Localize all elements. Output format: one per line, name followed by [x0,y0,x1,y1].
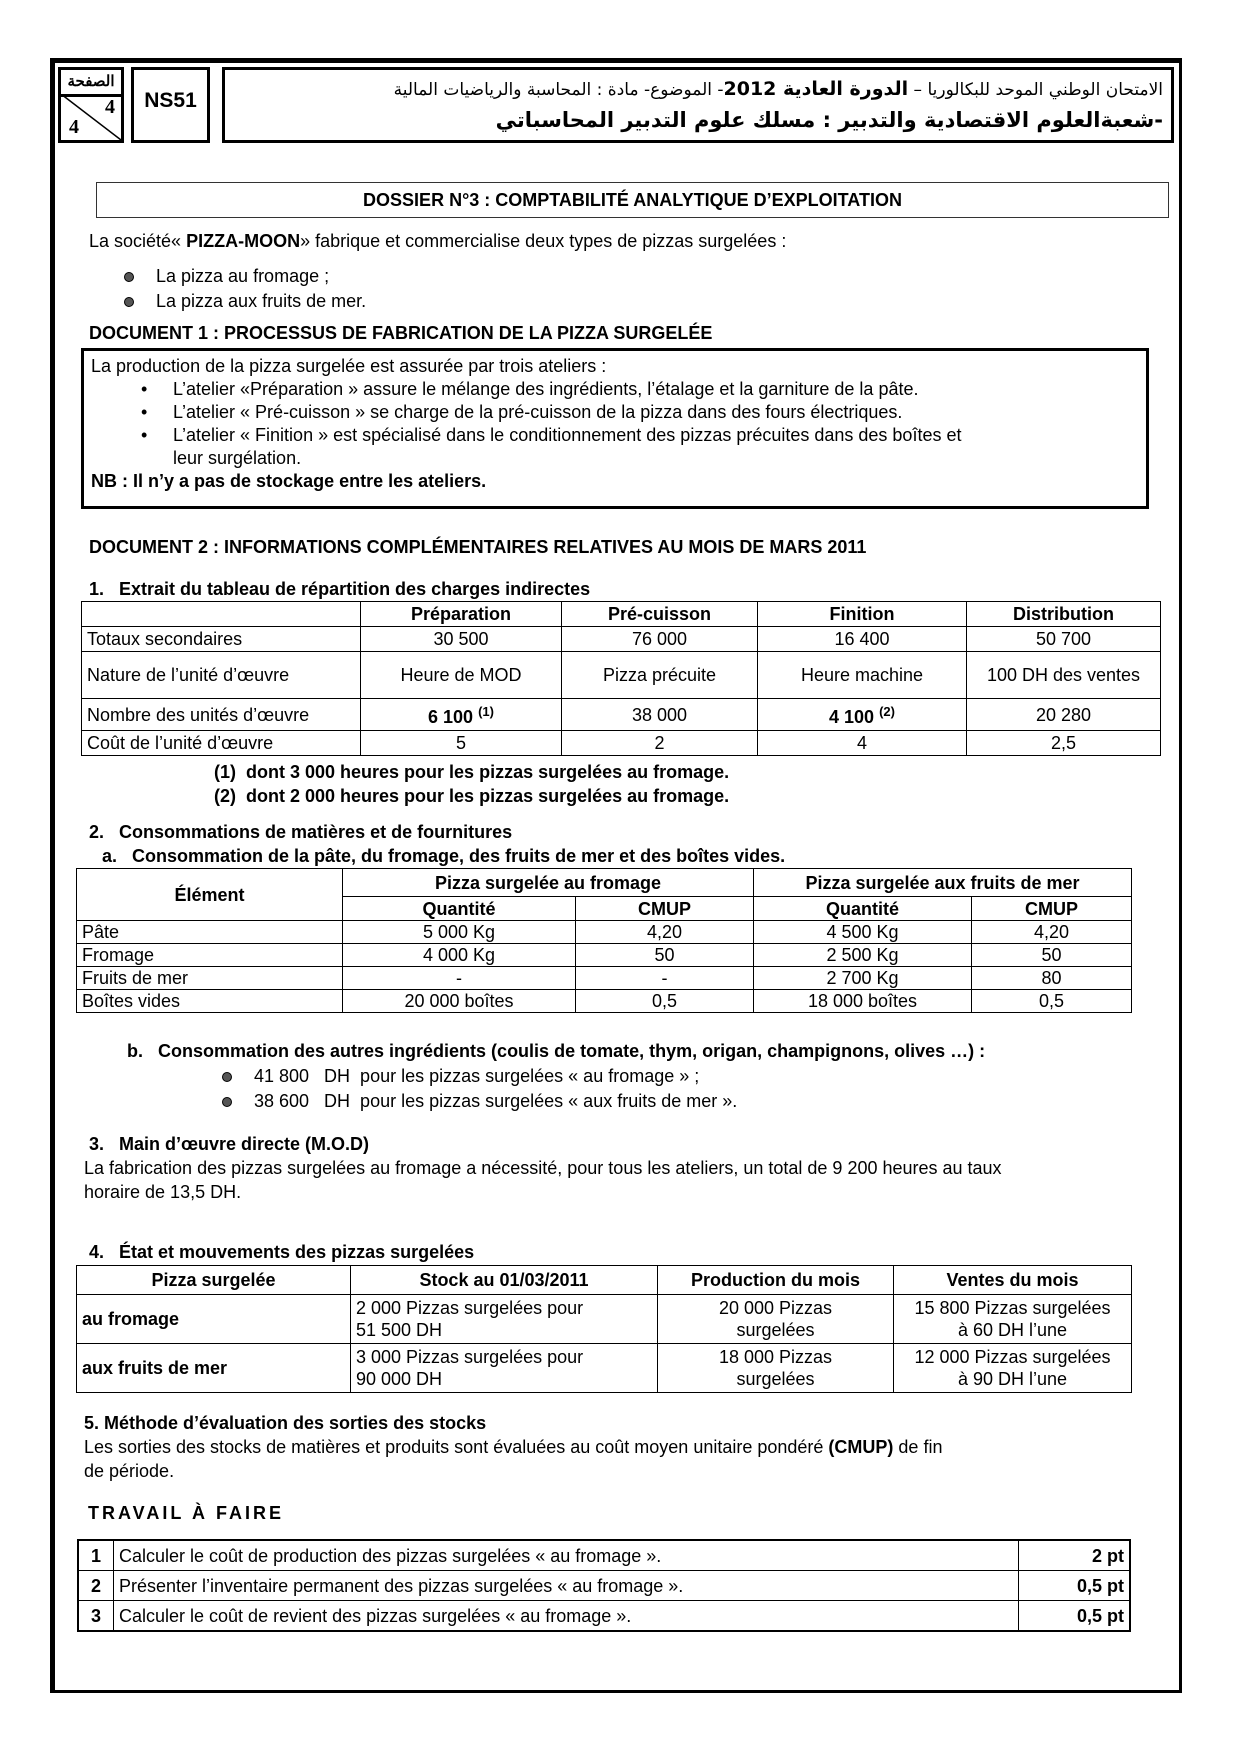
materials-table [76,868,1132,1013]
row-label: Fruits de mer [77,967,343,990]
section5-title: 5. Méthode d’évaluation des sorties des stocks [84,1413,487,1433]
ingredient-item [222,1065,699,1087]
table-header-cell: Finition [758,602,967,627]
table-cell: 18 000 boîtes [754,990,972,1013]
document1-nb: NB : Il n’y a pas de stockage entre les ateliers. [91,471,487,491]
task-number: 1 [78,1540,114,1571]
task-points: 0,5 pt [1019,1571,1131,1601]
page-number-box [58,67,124,143]
footnote: (2) dont 2 000 heures pour les pizzas surgelées au fromage. [214,786,730,806]
section5-text [84,1436,942,1458]
exam-title-line1 [233,74,1163,105]
document1-lead: La production de la pizza surgelée est assurée par trois ateliers : [91,356,607,376]
document1-list [91,378,1139,470]
intro-suffix: » fabrique et commercialise deux types de pizzas surgelées : [300,231,787,251]
section3-text: La fabrication des pizzas surgelées au fromage a nécessité, pour tous les ateliers, un total de 9 200 heures au taux [84,1158,1002,1178]
table-row [77,1295,1132,1344]
cmup-label: (CMUP) [828,1437,894,1457]
section5-text: de période. [84,1461,175,1481]
row-label: Coût de l’unité d’œuvre [82,731,361,756]
bullet-icon [124,272,134,282]
intro-item-text: La pizza au fromage ; [156,266,330,286]
table-cell: 50 700 [967,627,1161,652]
task-points: 0,5 pt [1019,1601,1131,1632]
cell-line: à 60 DH l’une [957,1320,1068,1340]
table-header-cell: Pizza surgelée [77,1266,351,1295]
intro-text [89,230,786,252]
row-label: Nature de l’unité d’œuvre [82,652,361,699]
exam-session: الدورة العادية 2012 [723,78,909,100]
task-number: 2 [78,1571,114,1601]
work-table [77,1539,1131,1632]
cell-line: 51 500 DH [356,1320,443,1340]
exam-subject: - الموضوع- مادة : المحاسبة والرياضيات المالية [393,80,724,100]
table-cell: 4,20 [972,921,1132,944]
section2-title: 2. Consommations de matières et de fournitures [89,822,513,842]
task-row [78,1601,1130,1632]
cell-line: surgelées [736,1320,815,1340]
cell-line: 2 000 Pizzas surgelées pour [356,1298,584,1318]
task-row [78,1540,1130,1571]
intro-item-text: La pizza aux fruits de mer. [156,291,367,311]
cell-line: à 90 DH l’une [957,1369,1068,1389]
table-cell [658,1295,894,1344]
table-row [82,699,1161,731]
table-cell: Heure de MOD [361,652,562,699]
table-cell: 2 500 Kg [754,944,972,967]
section2-sub-a: a. Consommation de la pâte, du fromage, des fruits de mer et des boîtes vides. [102,846,786,866]
cell-line: 3 000 Pizzas surgelées pour [356,1347,584,1367]
stock-movements-table [76,1265,1132,1393]
bullet-icon [124,297,134,307]
footnote-marker: (1) [478,704,494,719]
task-row [78,1571,1130,1601]
workshop-item: • L’atelier « Pré-cuisson » se charge de la pré-cuisson de la pizza dans des fours électriques. [141,401,1139,424]
table-header-cell: CMUP [576,897,754,921]
cell-line: 20 000 Pizzas [718,1298,833,1318]
table-cell [894,1344,1132,1393]
table-row [82,652,1161,699]
table-header-row [82,602,1161,627]
row-label: au fromage [77,1295,351,1344]
row-label: aux fruits de mer [77,1344,351,1393]
table-row [77,990,1132,1013]
exam-title-box [222,67,1174,143]
table-cell [351,1344,658,1393]
document1-title: DOCUMENT 1 : PROCESSUS DE FABRICATION DE LA PIZZA SURGELÉE [89,323,713,343]
task-points: 2 pt [1019,1540,1131,1571]
table-cell [658,1344,894,1393]
table-cell: 0,5 [576,990,754,1013]
intro-prefix: La société« [89,231,187,251]
table-cell [361,699,562,731]
work-title: TRAVAIL À FAIRE [88,1503,285,1523]
page-total: 4 [69,116,79,138]
table-header-cell [82,602,361,627]
table-cell: 2,5 [967,731,1161,756]
table-cell: 2 700 Kg [754,967,972,990]
cell-line: surgelées [736,1369,815,1389]
table-header-cell: CMUP [972,897,1132,921]
exam-code: NS51 [131,67,210,143]
document1-box [81,348,1149,509]
table-row [82,627,1161,652]
table-cell: 4 500 Kg [754,921,972,944]
section1-title: 1. Extrait du tableau de répartition des charges indirectes [89,579,591,599]
exam-title-line2: -شعبةالعلوم الاقتصادية والتدبير : مسلك علوم التدبير المحاسباتي [495,108,1163,132]
table-cell [758,699,967,731]
task-number: 3 [78,1601,114,1632]
intro-item [124,265,329,287]
page-current: 4 [105,96,115,118]
table-header-row [77,1266,1132,1295]
table-header-cell: Distribution [967,602,1161,627]
cell-line: 12 000 Pizzas surgelées [914,1347,1111,1367]
table-cell: 4,20 [576,921,754,944]
dossier-title: DOSSIER N°3 : COMPTABILITÉ ANALYTIQUE D’EXPLOITATION [96,182,1169,218]
table-header-cell: Stock au 01/03/2011 [351,1266,658,1295]
table-header-cell: Élément [77,869,343,921]
footnote: (1) dont 3 000 heures pour les pizzas surgelées au fromage. [214,762,730,782]
table-header-cell: Quantité [343,897,576,921]
table-header-cell: Ventes du mois [894,1266,1132,1295]
table-cell: - [576,967,754,990]
table-cell: 16 400 [758,627,967,652]
table-row [82,731,1161,756]
table-cell: 30 500 [361,627,562,652]
table-row [77,921,1132,944]
cell-value: 6 100 [428,707,474,727]
table-cell: Heure machine [758,652,967,699]
table-row [77,944,1132,967]
section4-title: 4. État et mouvements des pizzas surgelées [89,1242,475,1262]
table-cell: 0,5 [972,990,1132,1013]
table-header-cell: Production du mois [658,1266,894,1295]
table-cell: 100 DH des ventes [967,652,1161,699]
bullet-icon [222,1072,232,1082]
table-header-cell: Pré-cuisson [562,602,758,627]
footnote-marker: (2) [879,704,895,719]
table-cell: 4 [758,731,967,756]
table-cell: 4 000 Kg [343,944,576,967]
row-label: Nombre des unités d’œuvre [82,699,361,731]
section5-text-part: Les sorties des stocks de matières et produits sont évaluées au coût moyen unitaire pondéré [84,1437,829,1457]
ingredient-item [222,1090,737,1112]
row-label: Boîtes vides [77,990,343,1013]
table-cell: 50 [576,944,754,967]
table-cell: 76 000 [562,627,758,652]
table-cell: 5 [361,731,562,756]
table-cell: Pizza précuite [562,652,758,699]
table-row [77,1344,1132,1393]
intro-item [124,290,366,312]
cell-line: 18 000 Pizzas [718,1347,833,1367]
table-cell: 80 [972,967,1132,990]
task-text: Calculer le coût de production des pizzas surgelées « au fromage ». [114,1540,1019,1571]
table-cell: 20 000 boîtes [343,990,576,1013]
table-cell: 2 [562,731,758,756]
table-cell: 5 000 Kg [343,921,576,944]
task-text: Calculer le coût de revient des pizzas surgelées « au fromage ». [114,1601,1019,1632]
document2-title: DOCUMENT 2 : INFORMATIONS COMPLÉMENTAIRES RELATIVES AU MOIS DE MARS 2011 [89,537,867,557]
table-cell [894,1295,1132,1344]
table-cell: - [343,967,576,990]
section3-title: 3. Main d’œuvre directe (M.O.D) [89,1134,370,1154]
workshop-item: • L’atelier « Finition » est spécialisé dans le conditionnement des pizzas précuites dans des boîtes et leur surgélation. [141,424,993,470]
table-header-cell: Pizza surgelée aux fruits de mer [754,869,1132,897]
table-cell [351,1295,658,1344]
row-label: Pâte [77,921,343,944]
bullet-icon [222,1097,232,1107]
workshop-item: • L’atelier «Préparation » assure le mélange des ingrédients, l’étalage et la garniture de la pâte. [141,378,1139,401]
row-label: Totaux secondaires [82,627,361,652]
table-header-cell: Quantité [754,897,972,921]
cell-value: 4 100 [829,707,875,727]
table-header-cell: Préparation [361,602,562,627]
table-cell: 20 280 [967,699,1161,731]
table-cell: 50 [972,944,1132,967]
section3-text: horaire de 13,5 DH. [84,1182,242,1202]
table-row [77,967,1132,990]
section5-text-part: de fin [893,1437,943,1457]
ingredient-text: 41 800 DH pour les pizzas surgelées « au fromage » ; [254,1066,700,1086]
row-label: Fromage [77,944,343,967]
exam-name: الامتحان الوطني الموحد للبكالوريا – [908,80,1163,100]
ingredient-text: 38 600 DH pour les pizzas surgelées « aux fruits de mer ». [254,1091,738,1111]
company-name: PIZZA-MOON [186,231,301,251]
cell-line: 15 800 Pizzas surgelées [914,1298,1111,1318]
table-cell: 38 000 [562,699,758,731]
cell-line: 90 000 DH [356,1369,443,1389]
page-label: الصفحة [61,70,121,97]
section2-sub-b: b. Consommation des autres ingrédients (coulis de tomate, thym, origan, champignons, olives …) : [127,1041,986,1061]
task-text: Présenter l’inventaire permanent des pizzas surgelées « au fromage ». [114,1571,1019,1601]
indirect-charges-table [81,601,1161,756]
table-header-row [77,869,1132,897]
table-header-cell: Pizza surgelée au fromage [343,869,754,897]
